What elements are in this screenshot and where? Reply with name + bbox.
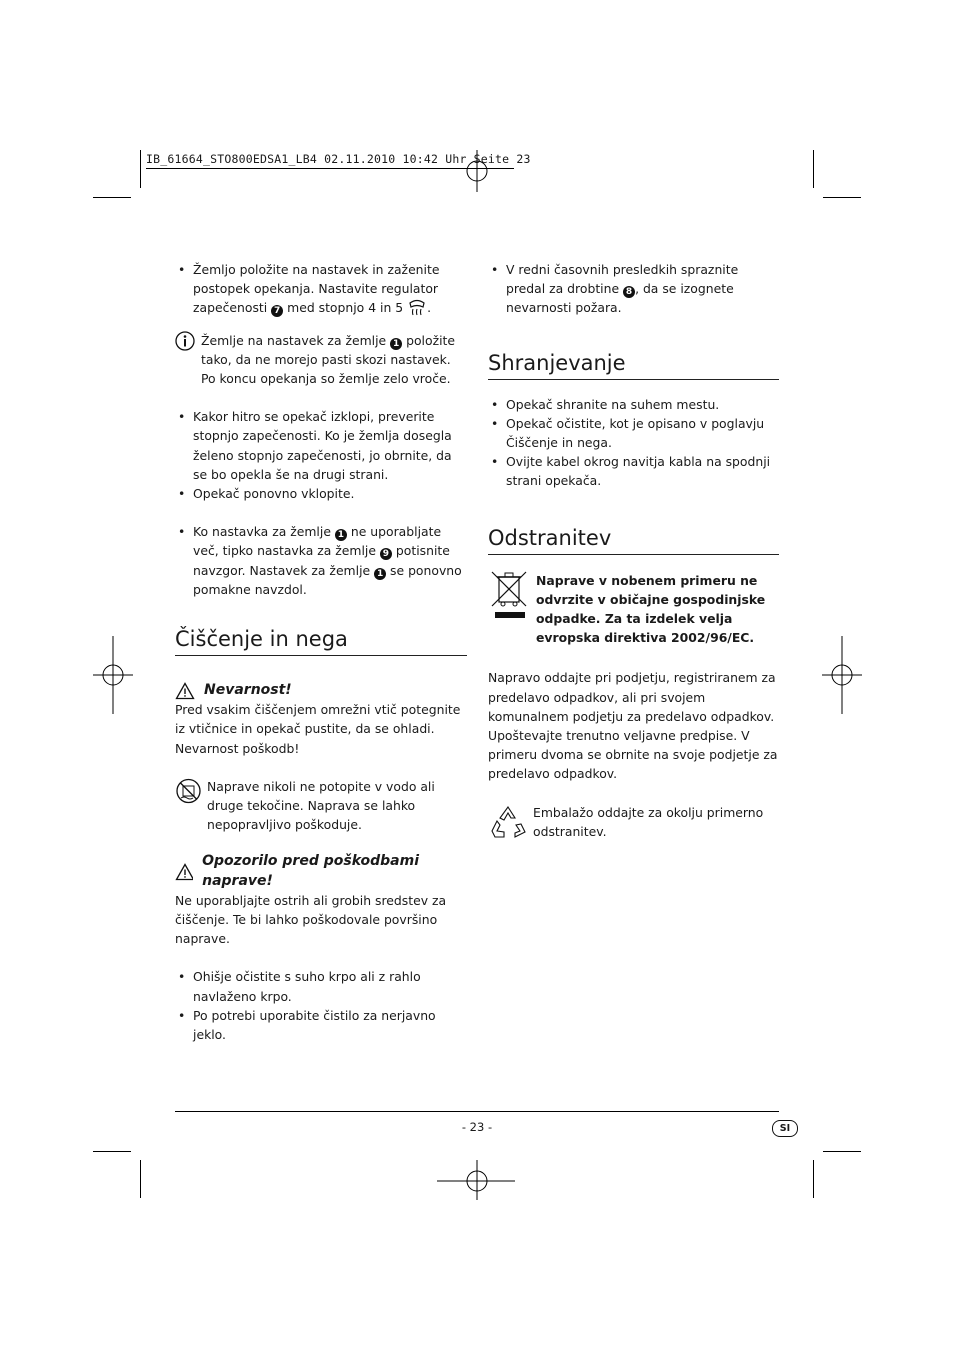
no-water-note: Naprave nikoli ne potopite v vodo ali druge tekočine. Naprava se lahko nepopravljivo poškoduje.	[175, 777, 467, 835]
number-badge: 1	[374, 568, 386, 580]
section-title-storage: Shranjevanje	[488, 350, 779, 380]
recycle-note: Embalažo oddajte za okolju primerno odstranitev.	[488, 803, 779, 841]
number-badge: 9	[380, 548, 392, 560]
crop-mark	[93, 197, 131, 198]
warning-triangle-icon	[175, 863, 193, 881]
danger-heading: Nevarnost!	[175, 681, 467, 700]
list-item: • Ohišje očistite s suho krpo ali z rahlo navlaženo krpo.	[175, 967, 467, 1005]
list-item: • Žemljo položite na nastavek in zaženite postopek opekanja. Nastavite regulator zapečenosti 7 med stopnjo 4 in 5 .	[175, 260, 467, 318]
list-item: • Opekač shranite na suhem mestu.	[488, 395, 779, 414]
crop-mark	[823, 1151, 861, 1152]
crop-mark	[813, 1160, 814, 1198]
crop-mark	[140, 150, 141, 188]
number-badge: 7	[271, 305, 283, 317]
number-badge: 8	[623, 286, 635, 298]
list-item: • Ovijte kabel okrog navitja kabla na spodnji strani opekača.	[488, 452, 779, 490]
page-number: - 23 -	[461, 1120, 493, 1134]
recycle-icon	[489, 804, 527, 840]
list-item: • Ko nastavka za žemlje 1 ne uporabljate več, tipko nastavka za žemlje 9 potisnite navzgor. Nastavek za žemlje 1 se ponovno pomakne navzdol.	[175, 522, 467, 599]
print-header: IB_61664_STO800EDSA1_LB4 02.11.2010 10:42 Uhr Seite 23	[146, 152, 531, 166]
info-icon	[175, 331, 195, 351]
registration-mark-icon	[437, 1142, 517, 1222]
crop-mark	[813, 150, 814, 188]
list-item: • Opekač očistite, kot je opisano v poglavju Čiščenje in nega.	[488, 414, 779, 452]
info-note: Žemlje na nastavek za žemlje 1 položite tako, da ne morejo pasti skozi nastavek. Po koncu opekanja so žemlje zelo vroče.	[175, 331, 467, 389]
crossed-bin-icon	[490, 571, 528, 623]
no-immersion-icon	[175, 778, 202, 804]
right-column	[488, 260, 779, 841]
warning-triangle-icon	[175, 682, 195, 700]
crop-mark	[140, 1160, 141, 1198]
footer-rule	[175, 1111, 779, 1112]
crop-mark	[93, 1151, 131, 1152]
damage-heading: Opozorilo pred poškodbami naprave!	[175, 852, 467, 890]
list-item: • Kakor hitro se opekač izklopi, preverite stopnjo zapečenosti. Ko je žemlja dosegla želeno stopnjo zapečenosti, jo obrnite, da se bo opekla še na drugi strani.	[175, 407, 467, 484]
number-badge: 1	[390, 338, 402, 350]
list-item: • Opekač ponovno vklopite.	[175, 484, 467, 503]
list-item: • Po potrebi uporabite čistilo za nerjavno jeklo.	[175, 1006, 467, 1044]
damage-text: Ne uporabljajte ostrih ali grobih sredstev za čiščenje. Te bi lahko poškodovale površino naprave.	[175, 892, 447, 947]
registration-mark-icon	[437, 134, 517, 214]
browning-level-icon	[407, 299, 427, 317]
section-title-cleaning: Čiščenje in nega	[175, 626, 467, 656]
crop-mark	[823, 197, 861, 198]
registration-mark-icon	[93, 636, 133, 716]
number-badge: 1	[335, 529, 347, 541]
disposal-paragraph: Napravo oddajte pri podjetju, registriranem za predelavo odpadkov, ali pri svojem komunalnem podjetju za predelavo odpadkov. Upoštevajte trenutno veljavne predpise. V primeru dvoma se obrnite na svoje podjetje za predelavo odpadkov.	[488, 670, 778, 782]
list-item: • V redni časovnih presledkih spraznite predal za drobtine 8 , da se izognete nevarnosti požara.	[488, 260, 779, 318]
left-column	[175, 260, 467, 1044]
language-badge: SI	[772, 1120, 798, 1137]
section-title-disposal: Odstranitev	[488, 525, 779, 555]
weee-note: Naprave v nobenem primeru ne odvrzite v običajne gospodinjske odpadke. Za ta izdelek velja evropska direktiva 2002/96/EC.	[488, 571, 779, 648]
danger-text: Pred vsakim čiščenjem omrežni vtič potegnite iz vtičnice in opekač pustite, da se ohladi. Nevarnost poškodb!	[175, 702, 461, 756]
registration-mark-icon	[822, 636, 862, 716]
